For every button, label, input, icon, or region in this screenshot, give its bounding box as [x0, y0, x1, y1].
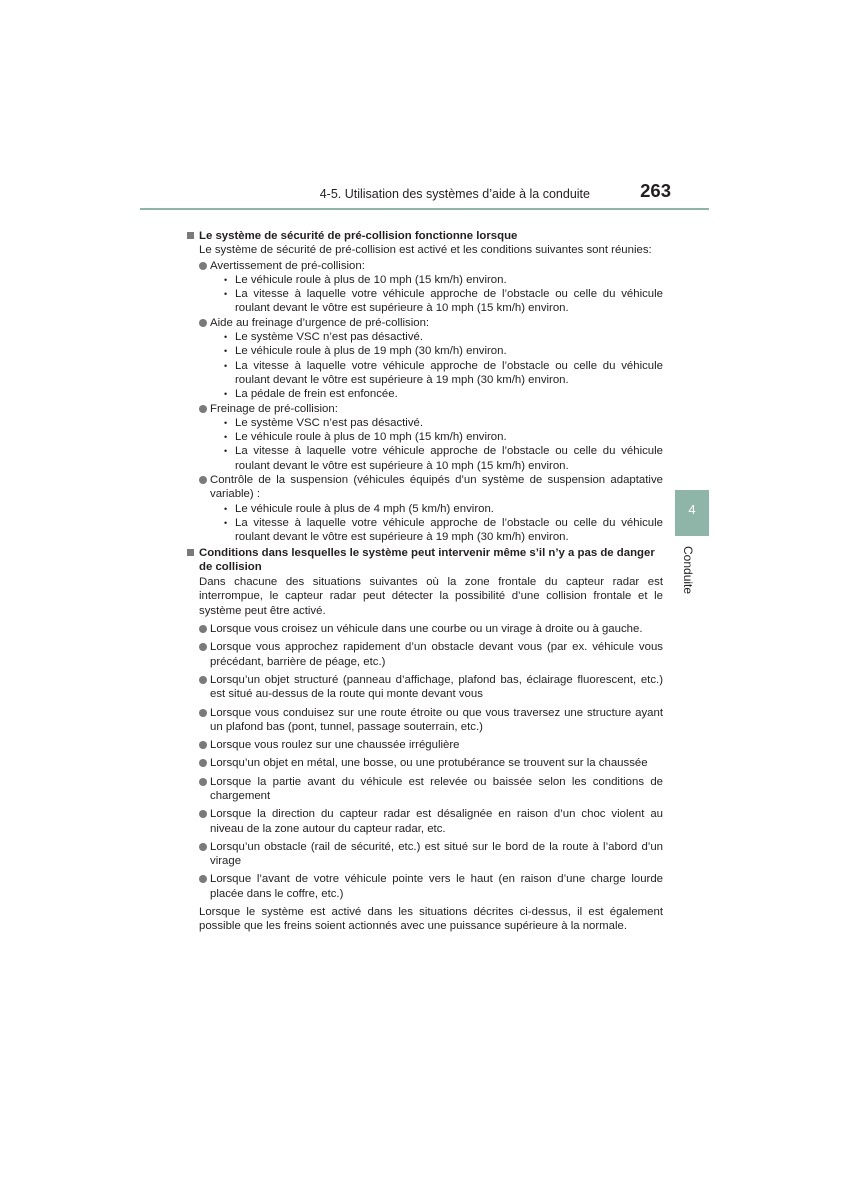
heading-text: Le système de sécurité de pré-collision fonctionne lorsque [199, 230, 518, 242]
sub-list-item: • Le véhicule roule à plus de 10 mph (15 km/h) environ. [223, 273, 663, 287]
list-item [187, 840, 663, 869]
section-heading-activation [187, 229, 663, 243]
circle-bullet-icon [199, 709, 207, 717]
list-item [187, 402, 663, 416]
sub-list-item: • Le système VSC n’est pas désactivé. [223, 416, 663, 430]
chapter-label: Conduite [681, 546, 695, 595]
list-item [187, 872, 663, 901]
sub-list-item: • Le véhicule roule à plus de 10 mph (15 km/h) environ. [223, 430, 663, 444]
sub-list-item: • Le véhicule roule à plus de 19 mph (30 km/h) environ. [223, 344, 663, 358]
heading-text: Conditions dans lesquelles le système peut intervenir même s’il n’y a pas de danger de collision [199, 546, 655, 573]
sub-list-item: • Le véhicule roule à plus de 4 mph (5 km/h) environ. [223, 502, 663, 516]
list-item-text: Contrôle de la suspension (véhicules équipés d’un système de suspension adaptative variable) : [210, 474, 663, 501]
list-item [187, 738, 663, 752]
list-item-text: Aide au freinage d’urgence de pré-collision: [210, 316, 430, 329]
circle-bullet-icon [199, 319, 207, 327]
list-item-text: Lorsque vous roulez sur une chaussée irrégulière [210, 739, 460, 752]
list-item-text: Lorsque vous approchez rapidement d’un obstacle devant vous (par ex. véhicule vous précédant, barrière de péage, etc.) [210, 641, 663, 668]
sub-list-item: • La vitesse à laquelle votre véhicule approche de l’obstacle ou celle du véhicule roulant devant le vôtre est supérieure à 19 mph (30 km/h) environ. [223, 516, 663, 545]
list-item [187, 622, 663, 636]
sub-list [187, 416, 663, 473]
sub-list-item: • La vitesse à laquelle votre véhicule approche de l’obstacle ou celle du véhicule roulant devant le vôtre est supérieure à 10 mph (15 km/h) environ. [223, 444, 663, 473]
square-bullet-icon [187, 232, 194, 239]
page-number: 263 [640, 180, 671, 201]
list-item [187, 706, 663, 735]
list-item-text: Avertissement de pré-collision: [210, 259, 365, 272]
list-item-text: Lorsque l’avant de votre véhicule pointe vers le haut (en raison d’une charge lourde placée dans le coffre, etc.) [210, 873, 663, 900]
sub-list [187, 330, 663, 401]
circle-bullet-icon [199, 405, 207, 413]
circle-bullet-icon [199, 262, 207, 270]
circle-bullet-icon [199, 778, 207, 786]
sub-list [187, 502, 663, 545]
paragraph: Dans chacune des situations suivantes où la zone frontale du capteur radar est interrompue, le capteur radar peut détecter la possibilité d’une collision frontale et le système peut être activé. [199, 576, 663, 617]
page-content [187, 229, 663, 934]
list-item-text: Lorsqu’un objet structuré (panneau d’affichage, plafond bas, éclairage fluorescent, etc.) est situé au-dessus de la route qui monte devant vous [210, 673, 663, 701]
section-title: 4-5. Utilisation des systèmes d’aide à la conduite [319, 187, 590, 201]
chapter-number: 4 [688, 502, 696, 517]
page-header [140, 178, 709, 210]
list-item-text: Lorsque vous croisez un véhicule dans une courbe ou un virage à droite ou à gauche. [210, 623, 643, 636]
circle-bullet-icon [199, 625, 207, 633]
circle-bullet-icon [199, 476, 207, 484]
header-rule [140, 208, 709, 210]
list-item-text: Lorsqu’un obstacle (rail de sécurité, etc.) est situé sur le bord de la route à l’abord d’un virage [210, 840, 663, 868]
sub-list-item: • La pédale de frein est enfoncée. [223, 387, 663, 401]
sub-list-item: • La vitesse à laquelle votre véhicule approche de l’obstacle ou celle du véhicule roulant devant le vôtre est supérieure à 10 mph (15 km/h) environ. [223, 287, 663, 316]
circle-bullet-icon [199, 843, 207, 851]
circle-bullet-icon [199, 676, 207, 684]
list-item-text: Lorsque vous conduisez sur une route étroite ou que vous traversez une structure ayant un plafond bas (pont, tunnel, passage souterrain, etc.) [210, 706, 663, 733]
list-item [187, 259, 663, 273]
list-item [187, 673, 663, 702]
list-item [187, 640, 663, 669]
list-item-text: Lorsque la partie avant du véhicule est relevée ou baissée selon les conditions de chargement [210, 775, 663, 802]
circle-bullet-icon [199, 810, 207, 818]
sub-list-item: • La vitesse à laquelle votre véhicule approche de l’obstacle ou celle du véhicule roulant devant le vôtre est supérieure à 19 mph (30 km/h) environ. [223, 359, 663, 388]
section-heading-false-activation [187, 546, 663, 575]
list-item [187, 756, 663, 770]
chapter-tab [675, 490, 709, 536]
closing-paragraph: Lorsque le système est activé dans les situations décrites ci-dessus, il est également possible que les freins soient actionnés avec une puissance supérieure à la normale. [199, 906, 663, 933]
list-item [187, 473, 663, 502]
list-item-text: Lorsque la direction du capteur radar est désalignée en raison d’un choc violent au niveau de la zone autour du capteur radar, etc. [210, 808, 663, 835]
circle-bullet-icon [199, 759, 207, 767]
sub-list-item: • Le système VSC n’est pas désactivé. [223, 330, 663, 344]
circle-bullet-icon [199, 741, 207, 749]
list-item [187, 807, 663, 836]
list-item [187, 316, 663, 330]
list-item-text: Lorsqu’un objet en métal, une bosse, ou une protubérance se trouvent sur la chaussée [210, 757, 648, 770]
list-item-text: Freinage de pré-collision: [210, 402, 338, 415]
paragraph: Le système de sécurité de pré-collision est activé et les conditions suivantes sont réunies: [199, 244, 652, 257]
circle-bullet-icon [199, 643, 207, 651]
list-item [187, 775, 663, 804]
sub-list [187, 273, 663, 316]
square-bullet-icon [187, 549, 194, 556]
circle-bullet-icon [199, 875, 207, 883]
